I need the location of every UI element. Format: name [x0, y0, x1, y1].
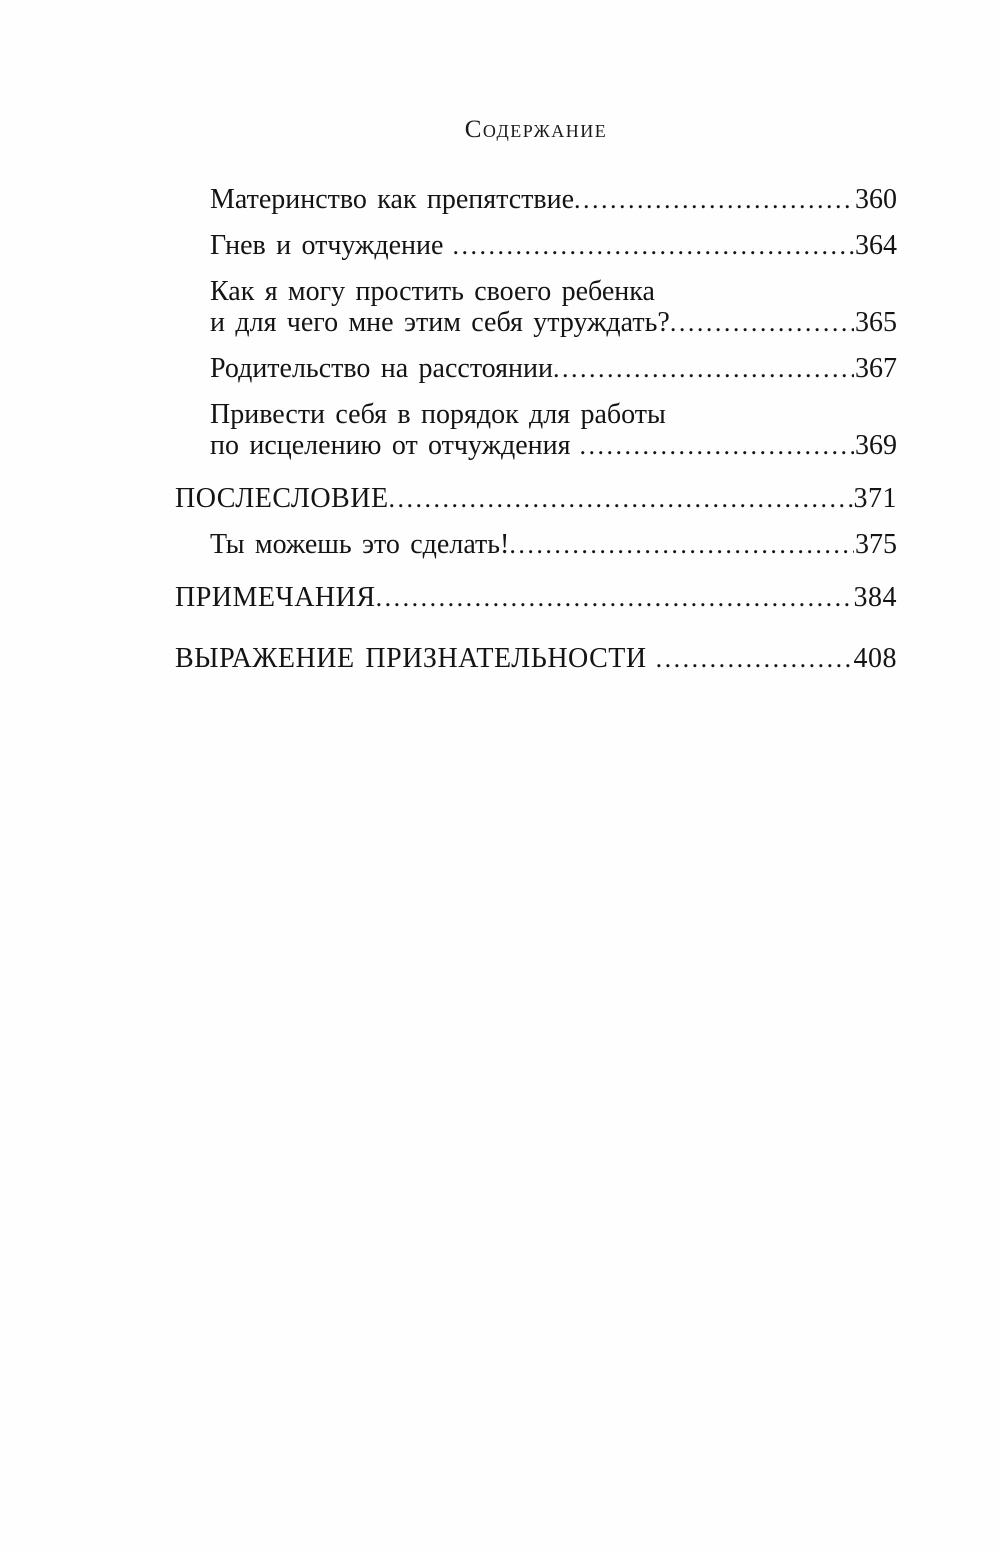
- toc-entry-title: и для чего мне этим себя утруждать?: [210, 307, 670, 338]
- toc-entry-page-number: 384: [853, 582, 897, 613]
- dot-leader: [376, 582, 853, 613]
- dot-leader: [553, 353, 854, 384]
- dot-leader: [389, 483, 853, 514]
- toc-entry-row: [175, 483, 897, 514]
- toc-entry-row: [210, 430, 897, 461]
- toc-entry-title: Гнев и отчуждение: [210, 230, 444, 261]
- toc-entry-page-number: 375: [855, 529, 897, 560]
- toc-entry-title: ВЫРАЖЕНИЕ ПРИЗНАТЕЛЬНОСТИ: [175, 643, 647, 674]
- toc-entry-title: по исцелению от отчуждения: [210, 430, 571, 461]
- toc-entry: [175, 276, 897, 338]
- dot-leader: [509, 529, 854, 560]
- toc-entry-page-number: 369: [855, 430, 897, 461]
- dot-leader: [574, 184, 854, 215]
- toc-entry: [175, 582, 897, 613]
- toc-entry-row: [175, 643, 897, 674]
- toc-entry-title: Материнство как препятствие: [210, 184, 575, 215]
- toc-entry-row: [175, 582, 897, 613]
- toc-entry: [175, 230, 897, 261]
- toc-entry-row: [210, 529, 897, 560]
- toc-content: [175, 116, 897, 689]
- toc-entry-row: [210, 307, 897, 338]
- toc-entry-page-number: 364: [855, 230, 897, 261]
- toc-entry-page-number: 367: [855, 353, 897, 384]
- toc-entry: [175, 529, 897, 560]
- toc-entry-title: ПРИМЕЧАНИЯ: [175, 582, 376, 613]
- toc-entry: [175, 643, 897, 674]
- toc-entry: [175, 353, 897, 384]
- dot-leader: [670, 307, 854, 338]
- toc-entry-wrap-line: Привести себя в порядок для работы: [210, 399, 666, 430]
- toc-entry-title: ПОСЛЕСЛОВИЕ: [175, 483, 389, 514]
- toc-entry: [175, 399, 897, 461]
- toc-list: [175, 184, 897, 674]
- toc-entry-page-number: 371: [853, 483, 897, 514]
- toc-entry: [175, 184, 897, 215]
- dot-leader: [656, 643, 853, 674]
- toc-entry-title: Родительство на расстоянии: [210, 353, 553, 384]
- toc-entry-row: [210, 230, 897, 261]
- page-title: Содержание: [464, 116, 608, 143]
- toc-entry-wrap-line: Как я могу простить своего ребенка: [210, 276, 655, 307]
- toc-entry: [175, 483, 897, 514]
- dot-leader: [452, 230, 854, 261]
- toc-entry-page-number: 408: [853, 643, 897, 674]
- toc-entry-row: [210, 184, 897, 215]
- dot-leader: [580, 430, 855, 461]
- toc-entry-page-number: 360: [855, 184, 897, 215]
- toc-entry-title: Ты можешь это сделать!: [210, 529, 510, 560]
- toc-entry-page-number: 365: [855, 307, 897, 338]
- toc-entry-row: [210, 353, 897, 384]
